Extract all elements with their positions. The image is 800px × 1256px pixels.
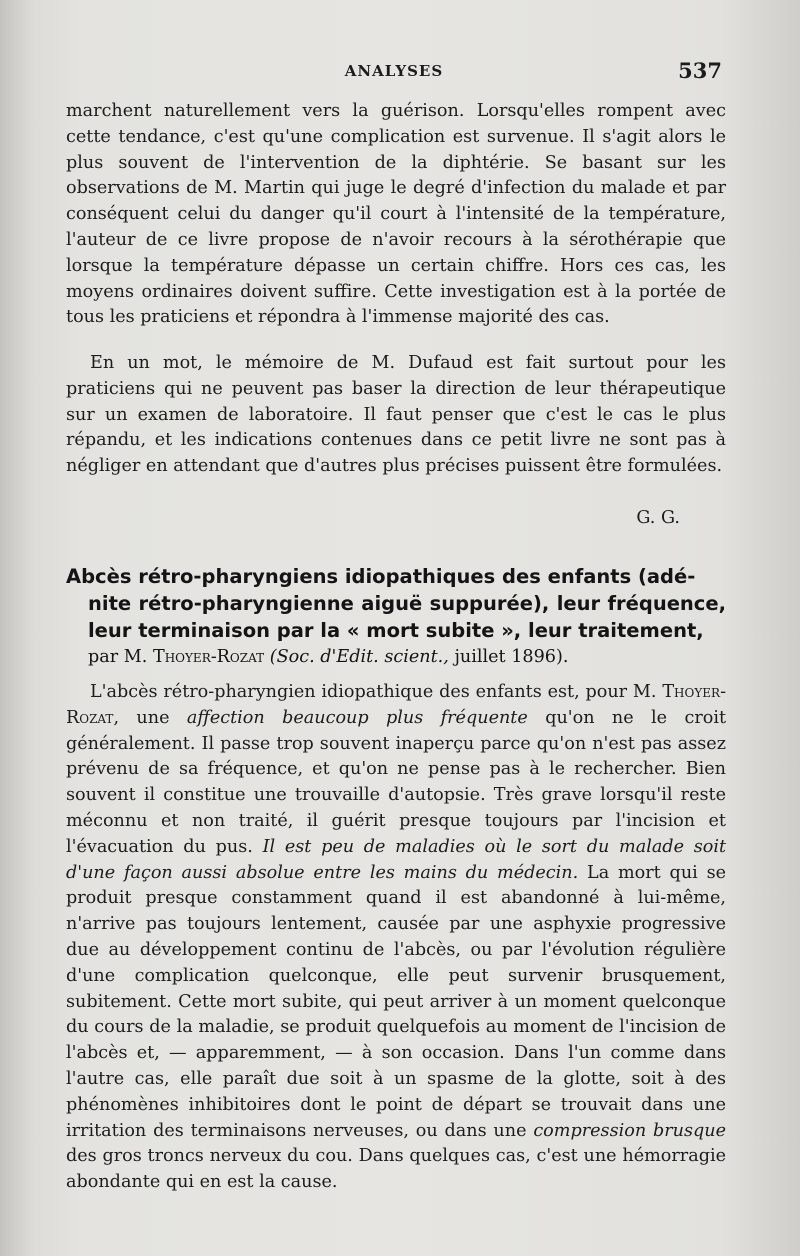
byline-date: juillet 1896). bbox=[454, 647, 569, 667]
review1-paragraph2: En un mot, le mémoire de M. Dufaud est fait surtout pour les praticiens qui ne peuvent pas baser la direction de leur thérapeutique sur un examen de laboratoire. Il faut penser que c'est le cas le plus répandu, et les indications contenues dans ce petit livre ne sont pas à négliger en attendant que d'autres plus précises puissent être formulées. bbox=[66, 353, 726, 477]
p-author: Thoyer-Rozat bbox=[66, 682, 727, 728]
review2-title bbox=[66, 563, 726, 671]
byline-source: (Soc. d'Edit. scient., bbox=[269, 647, 449, 667]
review1-paragraph1: marchent naturellement vers la guérison. Lorsqu'elles rompent avec cette tendance, c'est qu'une complication est survenue. Il s'agit alors le plus souvent de l'intervention de la diphtérie. Se basant sur les observations de M. Martin qui juge le degré d'infection du malade et par conséquent celui du danger qu'il court à l'intensité de la température, l'auteur de ce livre propose de n'avoir recours à la sérothérapie que lorsque la température dépasse un certain chiffre. Hors ces cas, les moyens ordinaires doivent suffire. Cette investigation est à la portée de tous les praticiens et répondra à l'immense majorité des cas. bbox=[66, 101, 726, 328]
p-seg1: L'abcès rétro-pharyngien idiopathique des enfants est, pour M. bbox=[90, 682, 657, 702]
page-number: 537 bbox=[678, 58, 722, 83]
byline-author: Thoyer-Rozat bbox=[152, 647, 265, 667]
p-seg2: , une bbox=[113, 707, 170, 728]
title-line2: nite rétro-pharyngienne aiguë suppurée), leur fréquence, leur terminaison par la « mort subite », leur traitement, bbox=[88, 592, 726, 642]
review2-paragraph bbox=[66, 680, 726, 1196]
byline bbox=[66, 644, 726, 671]
page-header bbox=[66, 58, 722, 86]
running-head: ANALYSES bbox=[344, 62, 444, 80]
p-italic1: affection beaucoup plus fréquente bbox=[186, 707, 528, 728]
p-seg4: La mort qui se produit presque constamment quand il est abandonné à lui-même, n'arrive pas toujours lentement, causée par une asphyxie progressive due au développement continu de l'abcès, ou par l'évolution régulière d'une complication quelconque, elle peut survenir brusquement, subitement. Cette mort subite, qui peut arriver à un moment quelconque du cours de la maladie, se produit quelquefois au moment de l'incision de l'abcès et, — apparemment, — à son occasion. Dans l'un comme dans l'autre cas, elle paraît due soit à un spasme de la glotte, soit à des phénomènes inhibitoires dont le point de départ se trouvait dans une irritation des terminaisons nerveuses, ou dans une bbox=[66, 862, 727, 1141]
title-line1: Abcès rétro-pharyngiens idiopathiques des enfants (adé- bbox=[66, 565, 696, 588]
p-italic3: compression brusque bbox=[533, 1120, 727, 1141]
p-italic2: Il est peu de maladies où le sort du malade soit d'une façon aussi absolue entre les mains du médecin. bbox=[66, 836, 727, 883]
p-seg3: qu'on ne le croit généralement. Il passe trop souvent inaperçu parce qu'on n'est pas assez prévenu de sa fréquence, et qu'on ne pense pas à le rechercher. Bien souvent il constitue une trouvaille d'autopsie. Très grave lorsqu'il reste méconnu et non traité, il guérit presque toujours par l'incision et l'évacuation du pus. bbox=[66, 707, 727, 857]
p-seg5: des gros troncs nerveux du cou. Dans quelques cas, c'est une hémorragie abondante qui en est la cause. bbox=[66, 1146, 726, 1193]
byline-prefix: par M. bbox=[88, 647, 148, 667]
review1-signature: G. G. bbox=[636, 508, 680, 528]
